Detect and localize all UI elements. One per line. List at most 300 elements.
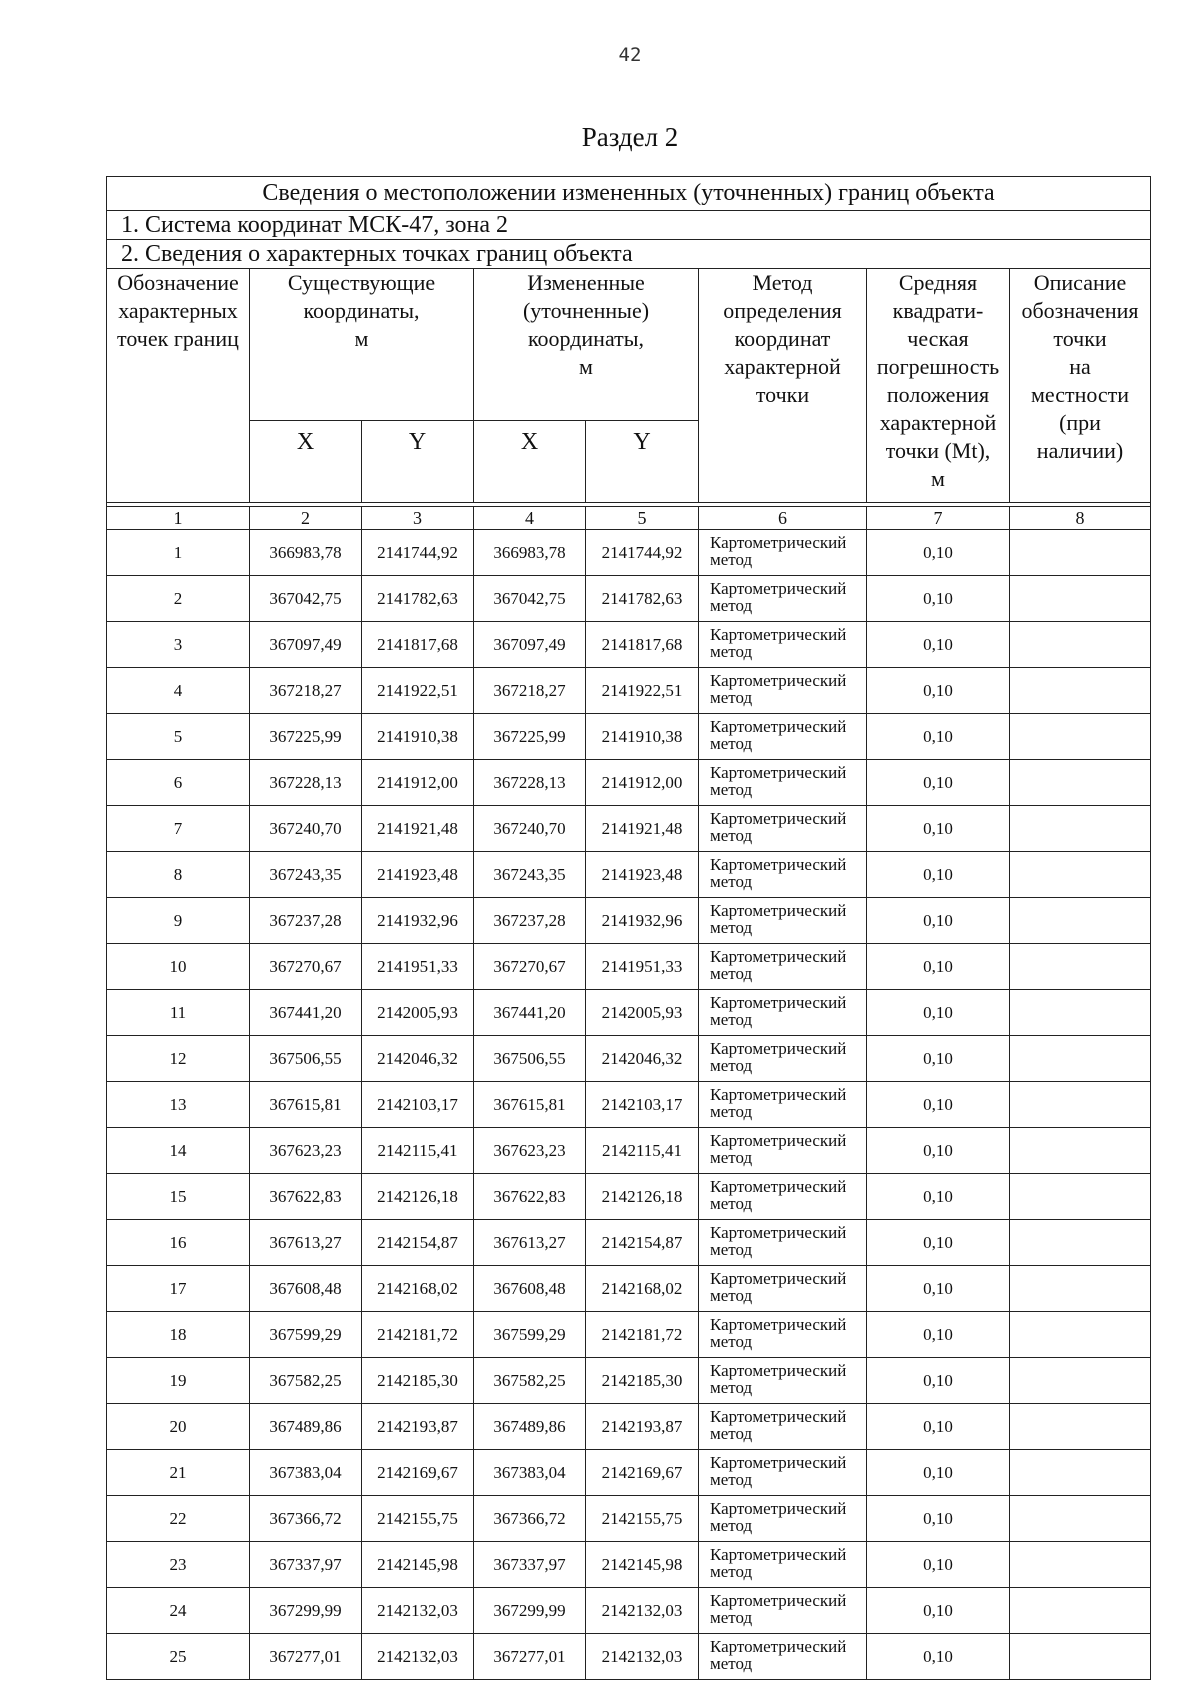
changed-x-cell: 367218,27 <box>474 668 586 714</box>
method-cell <box>699 1128 867 1174</box>
description-cell <box>1010 1450 1151 1496</box>
point-number-cell: 4 <box>107 668 250 714</box>
description-cell <box>1010 1496 1151 1542</box>
table-row <box>107 760 1151 806</box>
changed-y-cell: 2142103,17 <box>586 1082 699 1128</box>
existing-y-cell: 2142132,03 <box>362 1634 474 1680</box>
description-cell <box>1010 1312 1151 1358</box>
changed-x-cell: 367042,75 <box>474 576 586 622</box>
header-line: Описание <box>1033 270 1127 295</box>
changed-y-cell: 2142181,72 <box>586 1312 699 1358</box>
method-line: Картометрический <box>710 901 847 920</box>
description-cell <box>1010 1404 1151 1450</box>
existing-x-cell: 367623,23 <box>250 1128 362 1174</box>
method-line: Картометрический <box>710 1407 847 1426</box>
changed-y-cell: 2142169,67 <box>586 1450 699 1496</box>
existing-x-cell: 367366,72 <box>250 1496 362 1542</box>
header-line: (уточненные) <box>522 298 650 323</box>
description-cell <box>1010 1358 1151 1404</box>
method-line: метод <box>710 642 753 661</box>
method-line: Картометрический <box>710 1499 847 1518</box>
method-line: метод <box>710 596 753 615</box>
description-cell <box>1010 990 1151 1036</box>
changed-x-cell: 367608,48 <box>474 1266 586 1312</box>
method-line: метод <box>710 780 753 799</box>
changed-y-cell: 2141923,48 <box>586 852 699 898</box>
table-row <box>107 668 1151 714</box>
method-cell <box>699 760 867 806</box>
existing-x-cell: 367218,27 <box>250 668 362 714</box>
point-number-cell: 13 <box>107 1082 250 1128</box>
method-line: метод <box>710 1608 753 1627</box>
table-row <box>107 1082 1151 1128</box>
method-line: Картометрический <box>710 579 847 598</box>
table-row <box>107 622 1151 668</box>
existing-y-cell: 2142115,41 <box>362 1128 474 1174</box>
changed-y-cell: 2142005,93 <box>586 990 699 1036</box>
method-line: Картометрический <box>710 1223 847 1242</box>
existing-x-cell: 367599,29 <box>250 1312 362 1358</box>
changed-x-cell: 367277,01 <box>474 1634 586 1680</box>
method-line: метод <box>710 1102 753 1121</box>
method-cell <box>699 1496 867 1542</box>
changed-x-cell: 367582,25 <box>474 1358 586 1404</box>
existing-y-cell: 2141932,96 <box>362 898 474 944</box>
header-line: местности <box>1030 382 1130 407</box>
existing-x-cell: 367097,49 <box>250 622 362 668</box>
description-cell <box>1010 944 1151 990</box>
changed-y-cell: 2141922,51 <box>586 668 699 714</box>
method-line: Картометрический <box>710 625 847 644</box>
mean-error-cell: 0,10 <box>867 668 1010 714</box>
table-row <box>107 1496 1151 1542</box>
method-line: метод <box>710 1562 753 1581</box>
existing-x-cell: 367582,25 <box>250 1358 362 1404</box>
changed-x-cell: 367599,29 <box>474 1312 586 1358</box>
changed-x-cell: 367225,99 <box>474 714 586 760</box>
method-cell <box>699 1404 867 1450</box>
method-cell <box>699 898 867 944</box>
method-line: Картометрический <box>710 1131 847 1150</box>
method-cell <box>699 668 867 714</box>
existing-x-cell: 367237,28 <box>250 898 362 944</box>
method-cell <box>699 1358 867 1404</box>
header-line: (при <box>1059 410 1101 435</box>
method-line: Картометрический <box>710 1637 847 1656</box>
mean-error-cell: 0,10 <box>867 1128 1010 1174</box>
header-line: Существующие <box>287 270 436 295</box>
existing-x-cell: 367441,20 <box>250 990 362 1036</box>
section-title: Раздел 2 <box>581 122 679 152</box>
table-row <box>107 1588 1151 1634</box>
header-line: ческая <box>907 326 969 351</box>
mean-error-cell: 0,10 <box>867 1082 1010 1128</box>
table-row <box>107 1036 1151 1082</box>
description-cell <box>1010 1036 1151 1082</box>
column-number: 6 <box>699 507 867 530</box>
existing-x-cell: 367615,81 <box>250 1082 362 1128</box>
table-row <box>107 990 1151 1036</box>
method-line: Картометрический <box>710 671 847 690</box>
changed-y-cell: 2142193,87 <box>586 1404 699 1450</box>
changed-x-cell: 367228,13 <box>474 760 586 806</box>
method-line: Картометрический <box>710 855 847 874</box>
header-line: точки <box>755 382 810 407</box>
description-cell <box>1010 714 1151 760</box>
point-number-cell: 8 <box>107 852 250 898</box>
table-row <box>107 1220 1151 1266</box>
mean-error-cell: 0,10 <box>867 852 1010 898</box>
table-row <box>107 852 1151 898</box>
changed-x-cell: 367615,81 <box>474 1082 586 1128</box>
header-line: точек границ <box>117 326 239 351</box>
method-cell <box>699 1082 867 1128</box>
method-line: метод <box>710 1424 753 1443</box>
column-number: 7 <box>867 507 1010 530</box>
existing-y-cell: 2141910,38 <box>362 714 474 760</box>
header-changed-coordinates <box>474 269 699 421</box>
method-cell <box>699 576 867 622</box>
changed-y-cell: 2142046,32 <box>586 1036 699 1082</box>
point-number-cell: 22 <box>107 1496 250 1542</box>
changed-y-cell: 2141817,68 <box>586 622 699 668</box>
method-cell <box>699 1036 867 1082</box>
method-line: метод <box>710 1286 753 1305</box>
changed-x-cell: 367623,23 <box>474 1128 586 1174</box>
method-cell <box>699 1312 867 1358</box>
method-line: метод <box>710 964 753 983</box>
mean-error-cell: 0,10 <box>867 1542 1010 1588</box>
existing-x-cell: 367299,99 <box>250 1588 362 1634</box>
header-line: погрешность <box>876 354 1000 379</box>
method-line: Картометрический <box>710 1591 847 1610</box>
description-cell <box>1010 1128 1151 1174</box>
changed-x-cell: 367489,86 <box>474 1404 586 1450</box>
existing-y-cell: 2142126,18 <box>362 1174 474 1220</box>
changed-x-cell: 367270,67 <box>474 944 586 990</box>
method-cell <box>699 714 867 760</box>
page-number: 42 <box>618 44 642 66</box>
point-number-cell: 18 <box>107 1312 250 1358</box>
header-line: Средняя <box>898 270 978 295</box>
method-line: Картометрический <box>710 993 847 1012</box>
method-line: Картометрический <box>710 1315 847 1334</box>
existing-y-cell: 2142185,30 <box>362 1358 474 1404</box>
existing-x-cell: 367489,86 <box>250 1404 362 1450</box>
changed-x-cell: 367366,72 <box>474 1496 586 1542</box>
point-number-cell: 20 <box>107 1404 250 1450</box>
header-line: координат <box>734 326 831 351</box>
method-line: Картометрический <box>710 533 847 552</box>
existing-y-cell: 2142145,98 <box>362 1542 474 1588</box>
changed-y-cell: 2141921,48 <box>586 806 699 852</box>
table-row <box>107 530 1151 576</box>
existing-x-cell: 366983,78 <box>250 530 362 576</box>
header-line: Обозначение <box>117 270 239 295</box>
changed-y-cell: 2142168,02 <box>586 1266 699 1312</box>
header-line: характерной <box>879 410 997 435</box>
changed-x-cell: 367237,28 <box>474 898 586 944</box>
changed-y-cell: 2142132,03 <box>586 1634 699 1680</box>
changed-y-cell: 2142132,03 <box>586 1588 699 1634</box>
boundary-points-table <box>106 176 1151 1680</box>
changed-x-cell: 367299,99 <box>474 1588 586 1634</box>
header-line: Метод <box>752 270 813 295</box>
existing-x-cell: 367243,35 <box>250 852 362 898</box>
column-number: 8 <box>1010 507 1151 530</box>
existing-x-cell: 367337,97 <box>250 1542 362 1588</box>
mean-error-cell: 0,10 <box>867 1404 1010 1450</box>
changed-y-cell: 2141912,00 <box>586 760 699 806</box>
changed-x-cell: 366983,78 <box>474 530 586 576</box>
method-line: Картометрический <box>710 1039 847 1058</box>
header-line: характерной <box>724 354 841 379</box>
method-cell <box>699 806 867 852</box>
description-cell <box>1010 1082 1151 1128</box>
point-number-cell: 6 <box>107 760 250 806</box>
mean-error-cell: 0,10 <box>867 760 1010 806</box>
method-line: метод <box>710 1654 753 1673</box>
header-line: на <box>1069 354 1091 379</box>
method-cell <box>699 1634 867 1680</box>
point-number-cell: 19 <box>107 1358 250 1404</box>
existing-y-cell: 2142169,67 <box>362 1450 474 1496</box>
description-cell <box>1010 1634 1151 1680</box>
table-row <box>107 1128 1151 1174</box>
header-changed-x: X <box>474 421 586 503</box>
column-number: 3 <box>362 507 474 530</box>
mean-error-cell: 0,10 <box>867 714 1010 760</box>
existing-x-cell: 367270,67 <box>250 944 362 990</box>
existing-y-cell: 2142005,93 <box>362 990 474 1036</box>
column-number-row <box>107 507 1151 530</box>
header-line: положения <box>886 382 990 407</box>
existing-y-cell: 2142154,87 <box>362 1220 474 1266</box>
header-line: точки (Mt), <box>885 438 991 463</box>
method-line: Картометрический <box>710 947 847 966</box>
header-line: обозначения <box>1021 298 1139 323</box>
changed-y-cell: 2141951,33 <box>586 944 699 990</box>
mean-error-cell: 0,10 <box>867 622 1010 668</box>
method-cell <box>699 622 867 668</box>
changed-y-cell: 2142154,87 <box>586 1220 699 1266</box>
method-cell <box>699 1174 867 1220</box>
method-line: Картометрический <box>710 1085 847 1104</box>
method-line: метод <box>710 1470 753 1489</box>
method-line: Картометрический <box>710 717 847 736</box>
column-number: 2 <box>250 507 362 530</box>
existing-y-cell: 2141921,48 <box>362 806 474 852</box>
existing-x-cell: 367240,70 <box>250 806 362 852</box>
changed-x-cell: 367622,83 <box>474 1174 586 1220</box>
existing-y-cell: 2141782,63 <box>362 576 474 622</box>
description-cell <box>1010 622 1151 668</box>
table-row <box>107 1312 1151 1358</box>
changed-x-cell: 367383,04 <box>474 1450 586 1496</box>
mean-error-cell: 0,10 <box>867 1634 1010 1680</box>
header-existing-y: Y <box>362 421 474 503</box>
column-number: 5 <box>586 507 699 530</box>
point-number-cell: 11 <box>107 990 250 1036</box>
table-row <box>107 1358 1151 1404</box>
table-row <box>107 1450 1151 1496</box>
table-row <box>107 714 1151 760</box>
method-cell <box>699 1542 867 1588</box>
method-line: метод <box>710 1194 753 1213</box>
mean-error-cell: 0,10 <box>867 1266 1010 1312</box>
description-cell <box>1010 1266 1151 1312</box>
table-row <box>107 1404 1151 1450</box>
header-line: Измененные <box>527 270 645 295</box>
method-line: Картометрический <box>710 763 847 782</box>
mean-error-cell: 0,10 <box>867 1312 1010 1358</box>
existing-y-cell: 2141923,48 <box>362 852 474 898</box>
mean-error-cell: 0,10 <box>867 944 1010 990</box>
mean-error-cell: 0,10 <box>867 1036 1010 1082</box>
existing-y-cell: 2141912,00 <box>362 760 474 806</box>
header-line: квадрати- <box>892 298 984 323</box>
existing-y-cell: 2142193,87 <box>362 1404 474 1450</box>
changed-x-cell: 367097,49 <box>474 622 586 668</box>
method-line: метод <box>710 1148 753 1167</box>
changed-y-cell: 2142155,75 <box>586 1496 699 1542</box>
method-line: метод <box>710 918 753 937</box>
existing-y-cell: 2141951,33 <box>362 944 474 990</box>
description-cell <box>1010 1588 1151 1634</box>
method-line: Картометрический <box>710 1545 847 1564</box>
mean-error-cell: 0,10 <box>867 1358 1010 1404</box>
description-cell <box>1010 1174 1151 1220</box>
changed-y-cell: 2141932,96 <box>586 898 699 944</box>
header-existing-x: X <box>250 421 362 503</box>
mean-error-cell: 0,10 <box>867 576 1010 622</box>
existing-y-cell: 2142168,02 <box>362 1266 474 1312</box>
changed-y-cell: 2141910,38 <box>586 714 699 760</box>
changed-x-cell: 367243,35 <box>474 852 586 898</box>
existing-x-cell: 367608,48 <box>250 1266 362 1312</box>
description-cell <box>1010 1542 1151 1588</box>
method-line: метод <box>710 1010 753 1029</box>
mean-error-cell: 0,10 <box>867 1588 1010 1634</box>
column-number: 1 <box>107 507 250 530</box>
header-description <box>1010 269 1151 503</box>
mean-error-cell: 0,10 <box>867 806 1010 852</box>
header-method <box>699 269 867 503</box>
existing-x-cell: 367613,27 <box>250 1220 362 1266</box>
header-line: м <box>354 326 369 351</box>
existing-y-cell: 2142132,03 <box>362 1588 474 1634</box>
point-number-cell: 7 <box>107 806 250 852</box>
point-number-cell: 15 <box>107 1174 250 1220</box>
point-number-cell: 5 <box>107 714 250 760</box>
description-cell <box>1010 898 1151 944</box>
point-number-cell: 10 <box>107 944 250 990</box>
changed-x-cell: 367240,70 <box>474 806 586 852</box>
method-line: метод <box>710 826 753 845</box>
method-line: Картометрический <box>710 1177 847 1196</box>
existing-y-cell: 2142046,32 <box>362 1036 474 1082</box>
description-cell <box>1010 1220 1151 1266</box>
method-line: метод <box>710 1056 753 1075</box>
header-line: точки <box>1053 326 1107 351</box>
changed-x-cell: 367441,20 <box>474 990 586 1036</box>
changed-y-cell: 2142115,41 <box>586 1128 699 1174</box>
existing-x-cell: 367506,55 <box>250 1036 362 1082</box>
header-point-designation <box>107 269 250 503</box>
method-line: метод <box>710 872 753 891</box>
method-cell <box>699 1588 867 1634</box>
point-number-cell: 21 <box>107 1450 250 1496</box>
changed-y-cell: 2142145,98 <box>586 1542 699 1588</box>
changed-y-cell: 2141782,63 <box>586 576 699 622</box>
point-number-cell: 17 <box>107 1266 250 1312</box>
method-cell <box>699 1450 867 1496</box>
existing-y-cell: 2142103,17 <box>362 1082 474 1128</box>
method-line: Картометрический <box>710 1361 847 1380</box>
mean-error-cell: 0,10 <box>867 1174 1010 1220</box>
header-mean-error <box>867 269 1010 503</box>
header-line: характерных <box>118 298 238 323</box>
method-cell <box>699 530 867 576</box>
point-number-cell: 16 <box>107 1220 250 1266</box>
description-cell <box>1010 576 1151 622</box>
method-cell <box>699 1220 867 1266</box>
mean-error-cell: 0,10 <box>867 1496 1010 1542</box>
description-cell <box>1010 760 1151 806</box>
table-row <box>107 898 1151 944</box>
method-line: метод <box>710 1516 753 1535</box>
points-info-line: 2. Сведения о характерных точках границ объекта <box>107 240 1151 269</box>
point-number-cell: 2 <box>107 576 250 622</box>
point-number-cell: 12 <box>107 1036 250 1082</box>
table-row <box>107 1634 1151 1680</box>
existing-x-cell: 367228,13 <box>250 760 362 806</box>
mean-error-cell: 0,10 <box>867 990 1010 1036</box>
header-line: координаты, <box>527 326 645 351</box>
method-line: метод <box>710 1240 753 1259</box>
table-row <box>107 576 1151 622</box>
column-number: 4 <box>474 507 586 530</box>
existing-x-cell: 367277,01 <box>250 1634 362 1680</box>
description-cell <box>1010 852 1151 898</box>
header-line: наличии) <box>1036 438 1124 463</box>
existing-y-cell: 2142181,72 <box>362 1312 474 1358</box>
description-cell <box>1010 806 1151 852</box>
changed-y-cell: 2142126,18 <box>586 1174 699 1220</box>
point-number-cell: 14 <box>107 1128 250 1174</box>
table-row <box>107 944 1151 990</box>
method-line: метод <box>710 550 753 569</box>
point-number-cell: 23 <box>107 1542 250 1588</box>
existing-x-cell: 367383,04 <box>250 1450 362 1496</box>
description-cell <box>1010 668 1151 714</box>
method-line: Картометрический <box>710 1453 847 1472</box>
changed-x-cell: 367337,97 <box>474 1542 586 1588</box>
method-line: метод <box>710 1378 753 1397</box>
point-number-cell: 24 <box>107 1588 250 1634</box>
existing-y-cell: 2141744,92 <box>362 530 474 576</box>
header-line: м <box>931 466 945 491</box>
method-line: метод <box>710 734 753 753</box>
changed-x-cell: 367506,55 <box>474 1036 586 1082</box>
mean-error-cell: 0,10 <box>867 898 1010 944</box>
existing-x-cell: 367225,99 <box>250 714 362 760</box>
header-line: координаты, <box>303 298 420 323</box>
mean-error-cell: 0,10 <box>867 1220 1010 1266</box>
mean-error-cell: 0,10 <box>867 530 1010 576</box>
point-number-cell: 9 <box>107 898 250 944</box>
method-cell <box>699 944 867 990</box>
